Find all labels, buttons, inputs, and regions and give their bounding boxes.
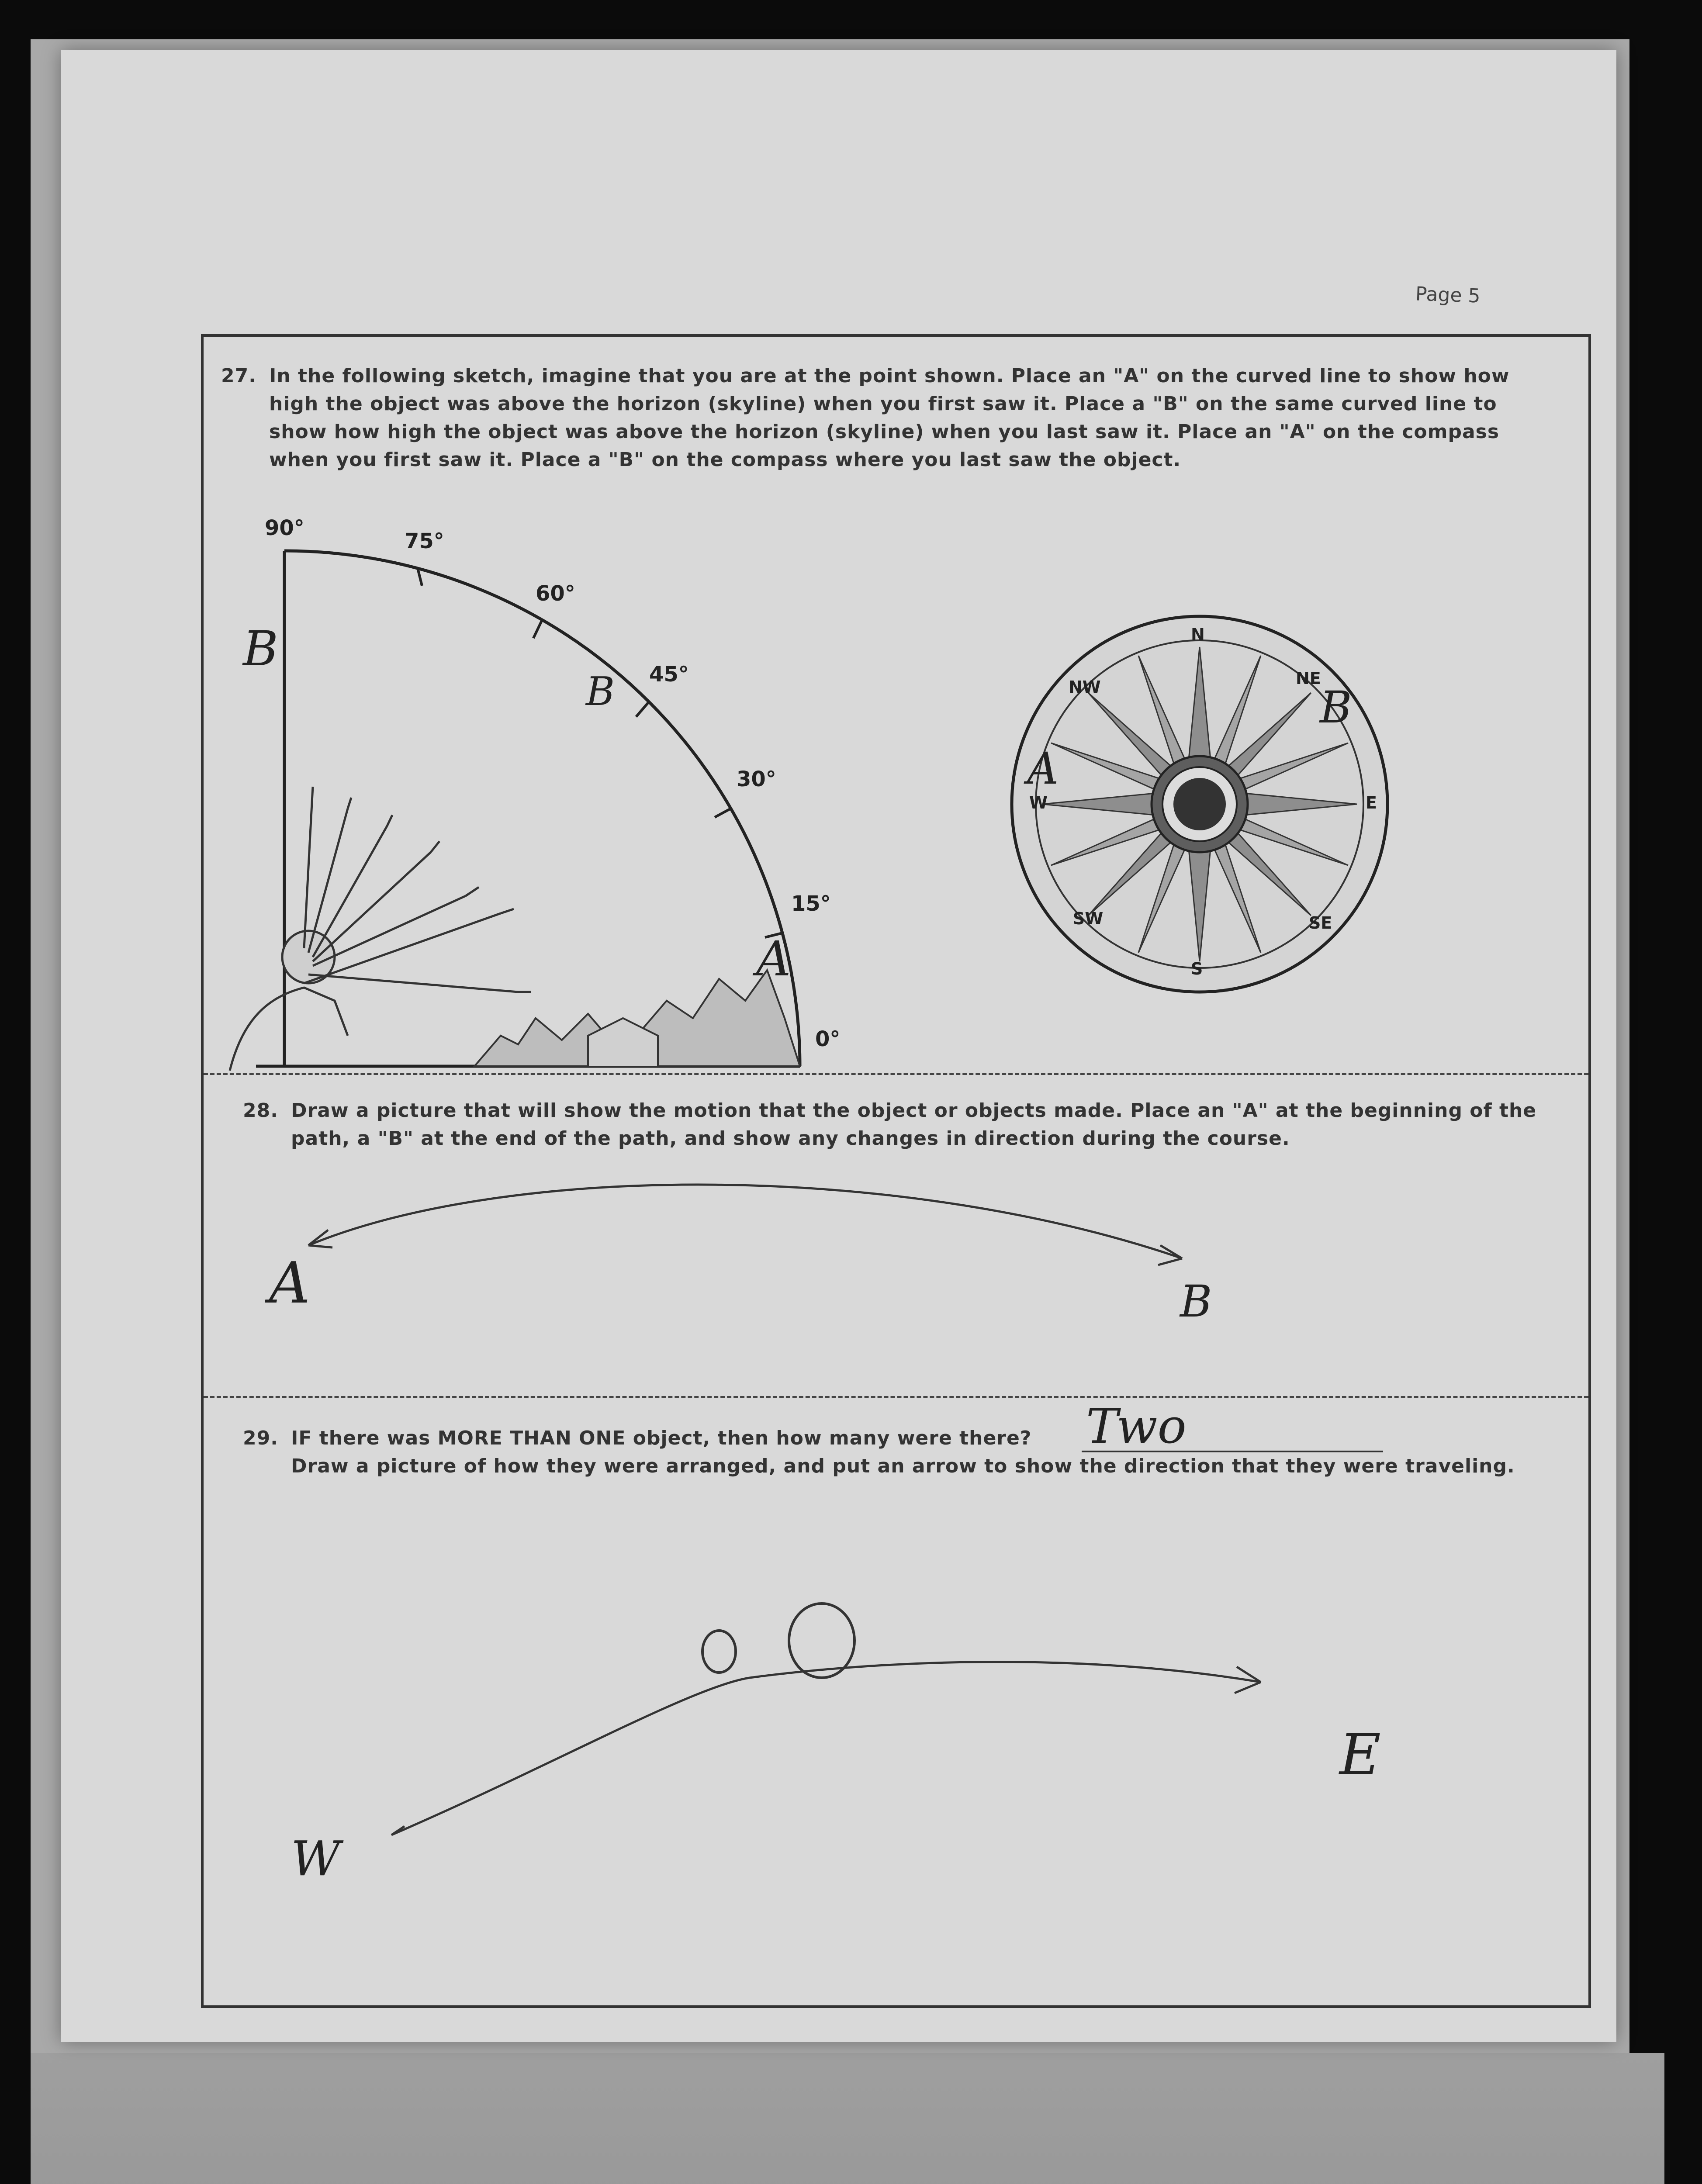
compass-label-sw: SW [1073,909,1104,928]
angle-label-60: 60° [536,581,575,606]
handwritten-compass-a: A [1027,743,1059,794]
handwritten-east: E [1339,1721,1381,1788]
compass-label-ne: NE [1296,669,1321,688]
question-27-number: 27. [221,365,256,387]
compass-label-nw: NW [1069,677,1101,697]
handwritten-west: W [291,1831,341,1887]
observer-illustration [230,787,531,1071]
handwritten-a-at-15: A [756,931,791,987]
skyline-illustration [474,970,800,1066]
question-28-line-1: Draw a picture that will show the motion that the object or objects made. Place an "A" at the beginning of the [291,1099,1537,1122]
questionnaire-page [61,50,1616,2042]
page-number: Page 5 [1415,283,1481,308]
compass-label-n: N [1191,625,1205,644]
compass-label-se: SE [1309,913,1332,933]
question-29-line-1: IF there was MORE THAN ONE object, then how many were there? [291,1427,1032,1449]
angle-label-0: 0° [815,1027,841,1051]
angle-label-75: 75° [405,529,444,553]
handwritten-path-start-a: A [269,1250,310,1316]
question-29-line-2: Draw a picture of how they were arranged, and put an arrow to show the direction that they were traveling. [291,1455,1515,1477]
arrangement-drawing [204,1398,1588,2005]
angle-label-90: 90° [265,516,304,540]
angle-label-45: 45° [649,662,689,687]
form-frame [201,334,1591,2008]
question-27-line-3: show how high the object was above the horizon (skyline) when you last saw it. Place an "A" on the compass [269,421,1500,443]
handwritten-path-end-b: B [1180,1276,1212,1327]
question-27-line-4: when you first saw it. Place a "B" on the compass where you last saw the object. [269,449,1181,471]
handwritten-b-at-45: B [586,669,615,715]
handwritten-object-count: Two [1086,1398,1187,1454]
compass-label-w: W [1029,793,1048,812]
compass-rose [1003,608,1396,1001]
motion-path-drawing [204,1075,1588,1394]
table-surface [31,2053,1664,2184]
question-28-line-2: path, a "B" at the end of the path, and show any changes in direction during the course. [291,1127,1290,1150]
question-28-number: 28. [243,1099,278,1122]
angle-label-30: 30° [737,767,776,791]
question-27-line-1: In the following sketch, imagine that you are at the point shown. Place an "A" on the curved line to show how [269,365,1510,387]
question-27-line-2: high the object was above the horizon (skyline) when you first saw it. Place a "B" on the same curved line to [269,393,1497,415]
handwritten-b-vertical-edge: B [243,621,278,677]
question-29-number: 29. [243,1427,278,1449]
compass-label-s: S [1191,959,1203,978]
angle-label-15: 15° [791,892,831,916]
compass-label-e: E [1366,793,1377,812]
handwritten-compass-b: B [1320,682,1352,733]
